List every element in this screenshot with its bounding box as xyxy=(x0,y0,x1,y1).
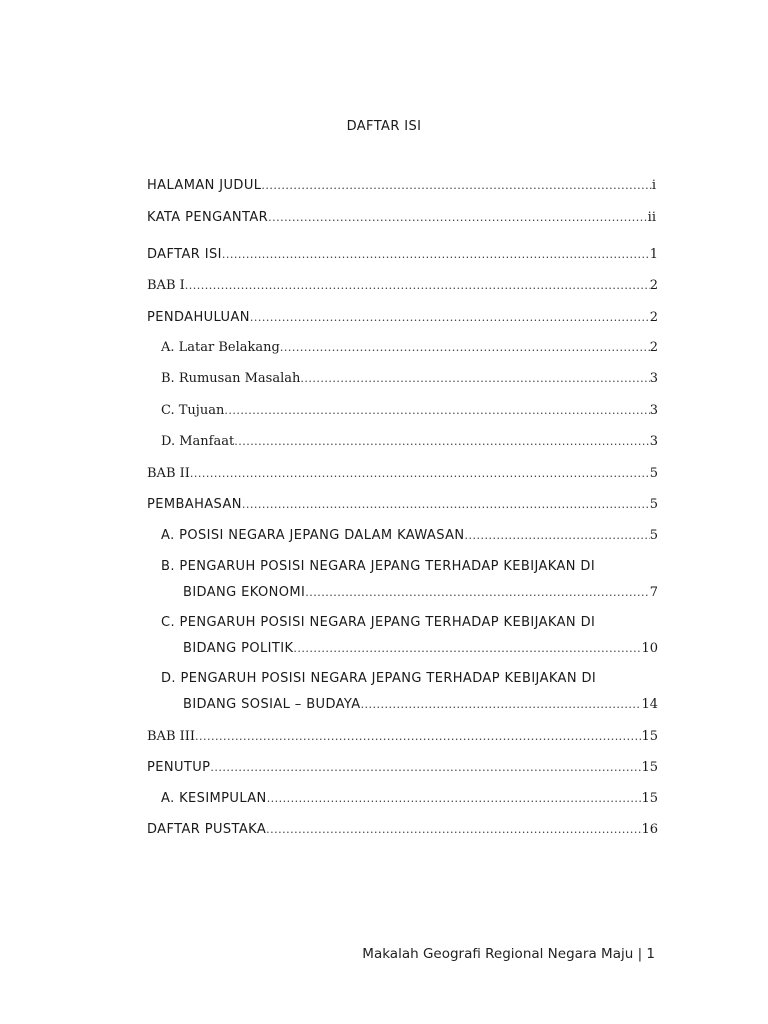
toc-entry-page: 3 xyxy=(649,434,658,449)
toc-dot-leader xyxy=(224,402,649,420)
toc-entry-label: BIDANG EKONOMI xyxy=(183,585,306,600)
toc-entry-label: KATA PENGANTAR xyxy=(147,210,269,225)
toc-dot-leader xyxy=(222,246,650,264)
toc-entry-label: BAB I xyxy=(147,278,185,293)
toc-entry-page: ii xyxy=(647,210,656,225)
toc-entry-manfaat[interactable] xyxy=(161,433,658,451)
toc-entry-bidang-sosial-budaya[interactable] xyxy=(183,696,658,714)
toc-dot-leader xyxy=(242,496,650,514)
toc-entry-label: DAFTAR PUSTAKA xyxy=(147,822,267,837)
toc-entry-label: A. Latar Belakang xyxy=(161,340,280,355)
toc-entry-page: 3 xyxy=(649,371,658,386)
toc-entry-page: 2 xyxy=(649,310,658,325)
page-title: DAFTAR ISI xyxy=(346,119,422,134)
toc-entry-bab-ii[interactable] xyxy=(147,465,658,483)
toc-entry-page: 10 xyxy=(641,641,658,656)
toc-entry-page: 15 xyxy=(641,760,658,775)
toc-dot-leader xyxy=(234,433,650,451)
toc-entry-politik-line1[interactable]: C. PENGARUH POSISI NEGARA JEPANG TERHADAP KEBIJAKAN DI xyxy=(161,615,596,630)
toc-entry-tujuan[interactable] xyxy=(161,402,658,420)
toc-entry-daftar-isi[interactable] xyxy=(147,246,658,264)
toc-entry-page: 2 xyxy=(649,340,658,355)
toc-entry-label: PENUTUP xyxy=(147,760,211,775)
toc-entry-pendahuluan[interactable] xyxy=(147,309,658,327)
toc-entry-posisi-negara-jepang[interactable] xyxy=(161,527,658,545)
toc-entry-page: 15 xyxy=(641,729,658,744)
toc-entry-page: 14 xyxy=(641,697,658,712)
toc-entry-halaman-judul[interactable] xyxy=(147,177,656,195)
toc-entry-page: 7 xyxy=(649,585,658,600)
toc-dot-leader xyxy=(190,465,650,483)
toc-entry-rumusan-masalah[interactable] xyxy=(161,370,658,388)
toc-dot-leader xyxy=(293,640,641,658)
toc-entry-latar-belakang[interactable] xyxy=(161,339,658,357)
toc-entry-page: 1 xyxy=(649,247,658,262)
toc-entry-kesimpulan[interactable] xyxy=(161,790,658,808)
toc-entry-label: B. Rumusan Masalah xyxy=(161,371,301,386)
toc-entry-bidang-politik[interactable] xyxy=(183,640,658,658)
toc-entry-bidang-ekonomi[interactable] xyxy=(183,584,658,602)
toc-dot-leader xyxy=(268,209,648,227)
toc-dot-leader xyxy=(195,728,641,746)
toc-entry-label: BIDANG SOSIAL – BUDAYA xyxy=(183,697,361,712)
toc-dot-leader xyxy=(185,277,650,295)
toc-entry-label: A. KESIMPULAN xyxy=(161,791,267,806)
toc-dot-leader xyxy=(300,370,649,388)
toc-entry-page: 3 xyxy=(649,403,658,418)
toc-dot-leader xyxy=(280,339,650,357)
toc-entry-page: 15 xyxy=(641,791,658,806)
toc-entry-page: 5 xyxy=(649,528,658,543)
toc-entry-penutup[interactable] xyxy=(147,759,658,777)
toc-entry-label: HALAMAN JUDUL xyxy=(147,178,262,193)
toc-entry-label: DAFTAR ISI xyxy=(147,247,222,262)
toc-entry-label: D. Manfaat xyxy=(161,434,235,449)
toc-entry-label: BIDANG POLITIK xyxy=(183,641,294,656)
toc-entry-page: 16 xyxy=(641,822,658,837)
toc-entry-ekonomi-line1[interactable]: B. PENGARUH POSISI NEGARA JEPANG TERHADAP KEBIJAKAN DI xyxy=(161,559,596,574)
toc-entry-label: A. POSISI NEGARA JEPANG DALAM KAWASAN xyxy=(161,528,465,543)
toc-dot-leader xyxy=(210,759,641,777)
toc-dot-leader xyxy=(305,584,649,602)
toc-entry-sosial-line1[interactable]: D. PENGARUH POSISI NEGARA JEPANG TERHADAP KEBIJAKAN DI xyxy=(161,671,597,686)
toc-entry-label: BAB II xyxy=(147,466,190,481)
toc-entry-pembahasan[interactable] xyxy=(147,496,658,514)
toc-entry-bab-i[interactable] xyxy=(147,277,658,295)
toc-dot-leader xyxy=(465,527,650,545)
toc-entry-daftar-pustaka[interactable] xyxy=(147,821,658,839)
toc-entry-page: 2 xyxy=(649,278,658,293)
toc-entry-page: 5 xyxy=(649,497,658,512)
toc-entry-label: C. Tujuan xyxy=(161,403,225,418)
page-footer: Makalah Geografi Regional Negara Maju | 1 xyxy=(362,946,655,962)
toc-dot-leader xyxy=(266,821,641,839)
toc-dot-leader xyxy=(267,790,642,808)
toc-dot-leader xyxy=(361,696,642,714)
toc-entry-page: 5 xyxy=(649,466,658,481)
toc-entry-label: PENDAHULUAN xyxy=(147,310,250,325)
toc-dot-leader xyxy=(261,177,651,195)
toc-entry-bab-iii[interactable] xyxy=(147,728,658,746)
toc-entry-kata-pengantar[interactable] xyxy=(147,209,656,227)
toc-dot-leader xyxy=(250,309,650,327)
toc-entry-page: i xyxy=(651,178,656,193)
toc-entry-label: BAB III xyxy=(147,729,196,744)
toc-entry-label: PEMBAHASAN xyxy=(147,497,242,512)
